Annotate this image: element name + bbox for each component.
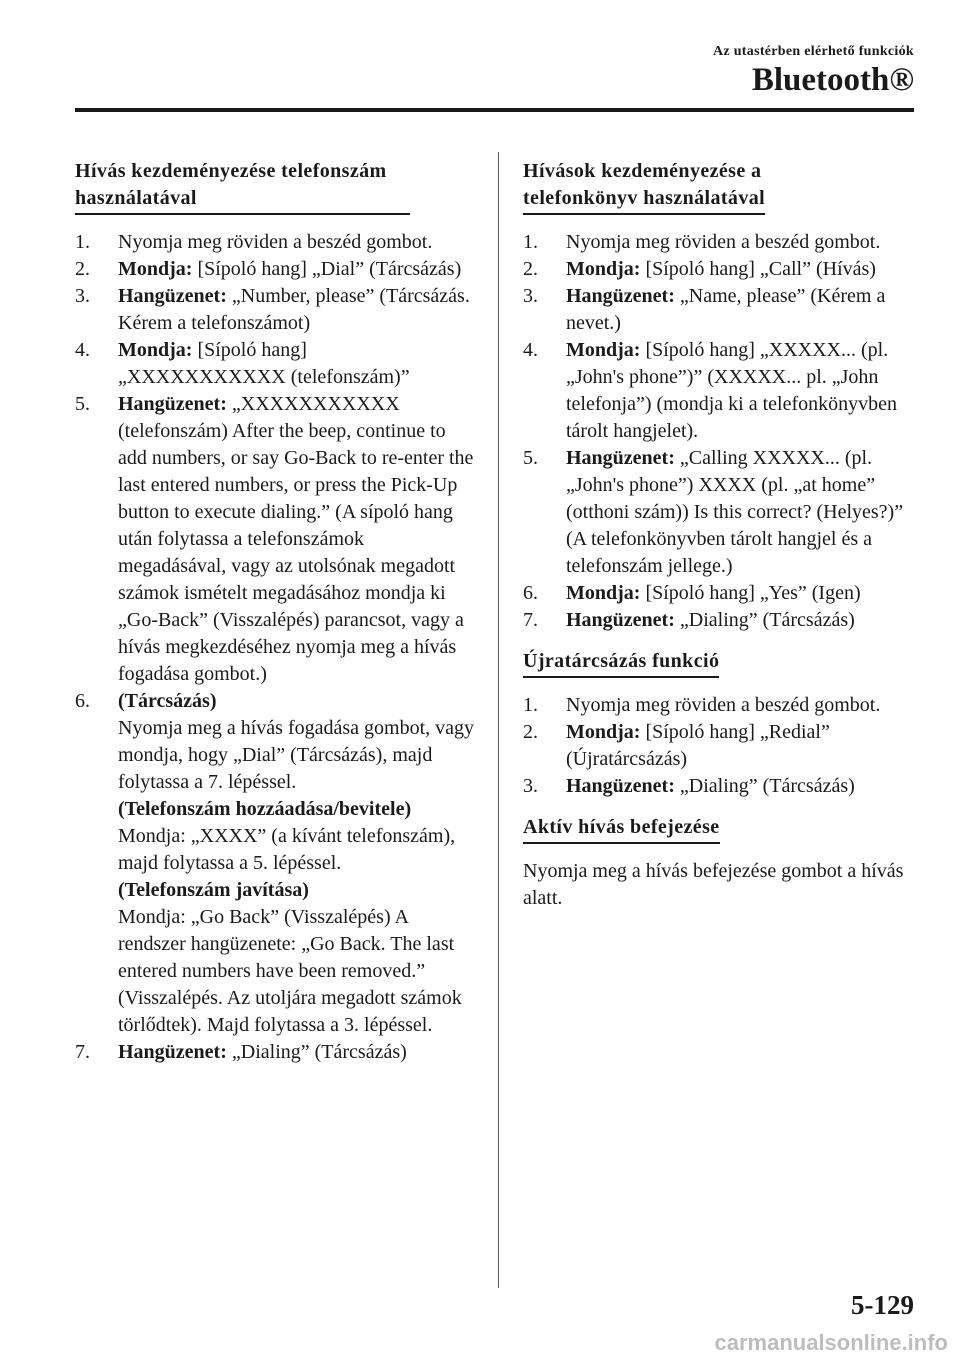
page-header-subtitle: Az utastérben elérhető funkciók xyxy=(713,44,914,59)
step-text: „XXXXXXXXXXX (telefonszám) After the beep, continue to add numbers, or say Go-Back to re-enter the last entered numbers, or press the Pick-Up button to execute dialing.” (A sípoló hang után folytassa a telefonszámok megadásával, vagy az utolsónak megadott számok ismételt megadásához mondja ki „Go-Back” (Visszalépés) parancsot, vagy a hívás megkezdéséhez nyomja meg a hívás fogadása gombot.) xyxy=(118,393,474,685)
step-text: Nyomja meg röviden a beszéd gombot. xyxy=(118,231,433,253)
section-heading xyxy=(523,158,765,215)
section-heading: Újratárcsázás funkció xyxy=(523,648,719,678)
step-label: Mondja: xyxy=(118,258,193,280)
redial-section xyxy=(523,648,923,800)
substep-title: (Telefonszám hozzáadása/bevitele) xyxy=(118,798,412,820)
section-heading: Hívás kezdeményezése telefonszám használatával xyxy=(75,158,410,215)
paragraph: Nyomja meg a hívás befejezése gombot a hívás alatt. xyxy=(523,860,904,909)
step-number: 2. xyxy=(75,258,90,280)
step-text: [Sípoló hang] „Call” (Hívás) xyxy=(640,258,876,280)
page-header-title: Bluetooth® xyxy=(751,62,914,98)
watermark: carmanualsonline.info xyxy=(714,1330,948,1355)
step-1 xyxy=(75,229,475,256)
substep-text: Mondja: „Go Back” (Visszalépés) A rendszer hangüzenete: „Go Back. The last entered numbers have been removed.” (Visszalépés. Az utoljára megadott számok törlődtek). Majd folytassa a 3. lépéssel. xyxy=(118,906,462,1036)
step-number: 1. xyxy=(523,231,538,253)
step-2 xyxy=(523,256,923,283)
substep-text: Mondja: „XXXX” (a kívánt telefonszám), majd folytassa a 5. lépéssel. xyxy=(118,825,456,874)
step-text: [Sípoló hang] „XXXXX... (pl. „John's phone”)” (XXXXX... pl. „John telefonja”) (mondja ki a telefonkönyvben tárolt hangjelet). xyxy=(566,339,897,442)
step-1 xyxy=(523,229,923,256)
step-number: 2. xyxy=(523,258,538,280)
section-heading: Aktív hívás befejezése xyxy=(523,814,720,844)
step-1 xyxy=(523,692,923,719)
page-number: 5-129 xyxy=(851,1290,914,1320)
step-text: [Sípoló hang] „Redial” (Újratárcsázás) xyxy=(566,721,830,770)
step-text: [Sípoló hang] „Dial” (Tárcsázás) xyxy=(192,258,462,280)
substep-title: (Tárcsázás) xyxy=(118,690,217,712)
step-label: Mondja: xyxy=(566,582,641,604)
step-6 xyxy=(75,688,475,1039)
step-text: „Dialing” (Tárcsázás) xyxy=(226,1041,407,1063)
step-text: [Sípoló hang] „XXXXXXXXXXX (telefonszám)” xyxy=(118,339,410,388)
step-number: 2. xyxy=(523,721,538,743)
step-7 xyxy=(523,607,923,634)
step-number: 3. xyxy=(523,775,538,797)
step-7 xyxy=(75,1039,475,1066)
substep-text: Nyomja meg a hívás fogadása gombot, vagy mondja, hogy „Dial” (Tárcsázás), majd folytassa a 7. lépéssel. xyxy=(118,717,475,793)
step-label: Hangüzenet: xyxy=(566,609,675,631)
step-5 xyxy=(523,445,923,580)
step-text: „Dialing” (Tárcsázás) xyxy=(674,775,855,797)
step-text: „Calling XXXXX... (pl. „John's phone”) XXXX (pl. „at home” (otthoni szám)) Is this correct? (Helyes?)” (A telefonkönyvben tárolt hangjel és a telefonszám jellege.) xyxy=(566,447,904,577)
step-text: „Dialing” (Tárcsázás) xyxy=(674,609,855,631)
step-2 xyxy=(75,256,475,283)
step-text: Nyomja meg röviden a beszéd gombot. xyxy=(566,694,881,716)
heading-line: telefonkönyv használatával xyxy=(523,187,766,209)
step-number: 6. xyxy=(75,690,90,712)
column-divider xyxy=(498,152,499,1288)
step-5 xyxy=(75,391,475,688)
step-4 xyxy=(75,337,475,391)
step-3 xyxy=(75,283,475,337)
right-column xyxy=(523,158,923,912)
header-rule xyxy=(75,108,914,112)
step-number: 4. xyxy=(523,339,538,361)
end-call-section xyxy=(523,814,923,912)
step-6 xyxy=(523,580,923,607)
heading-line: Hívások kezdeményezése a xyxy=(523,160,762,182)
step-text: Nyomja meg röviden a beszéd gombot. xyxy=(566,231,881,253)
step-4 xyxy=(523,337,923,445)
step-text: „Name, please” (Kérem a nevet.) xyxy=(566,285,886,334)
step-number: 7. xyxy=(523,609,538,631)
step-label: Mondja: xyxy=(566,339,641,361)
step-label: Hangüzenet: xyxy=(118,285,227,307)
step-label: Hangüzenet: xyxy=(566,447,675,469)
substep-title: (Telefonszám javítása) xyxy=(118,879,309,901)
step-number: 6. xyxy=(523,582,538,604)
step-text: „Number, please” (Tárcsázás. Kérem a telefonszámot) xyxy=(118,285,470,334)
left-column xyxy=(75,158,475,1066)
step-3 xyxy=(523,283,923,337)
step-number: 5. xyxy=(523,447,538,469)
step-number: 3. xyxy=(523,285,538,307)
step-label: Hangüzenet: xyxy=(566,775,675,797)
step-3 xyxy=(523,773,923,800)
step-number: 4. xyxy=(75,339,90,361)
step-number: 1. xyxy=(523,694,538,716)
step-text: [Sípoló hang] „Yes” (Igen) xyxy=(640,582,861,604)
step-label: Hangüzenet: xyxy=(118,393,227,415)
step-number: 1. xyxy=(75,231,90,253)
step-label: Hangüzenet: xyxy=(566,285,675,307)
step-label: Hangüzenet: xyxy=(118,1041,227,1063)
step-number: 7. xyxy=(75,1041,90,1063)
step-label: Mondja: xyxy=(566,721,641,743)
step-label: Mondja: xyxy=(118,339,193,361)
step-2 xyxy=(523,719,923,773)
step-label: Mondja: xyxy=(566,258,641,280)
step-number: 5. xyxy=(75,393,90,415)
step-number: 3. xyxy=(75,285,90,307)
